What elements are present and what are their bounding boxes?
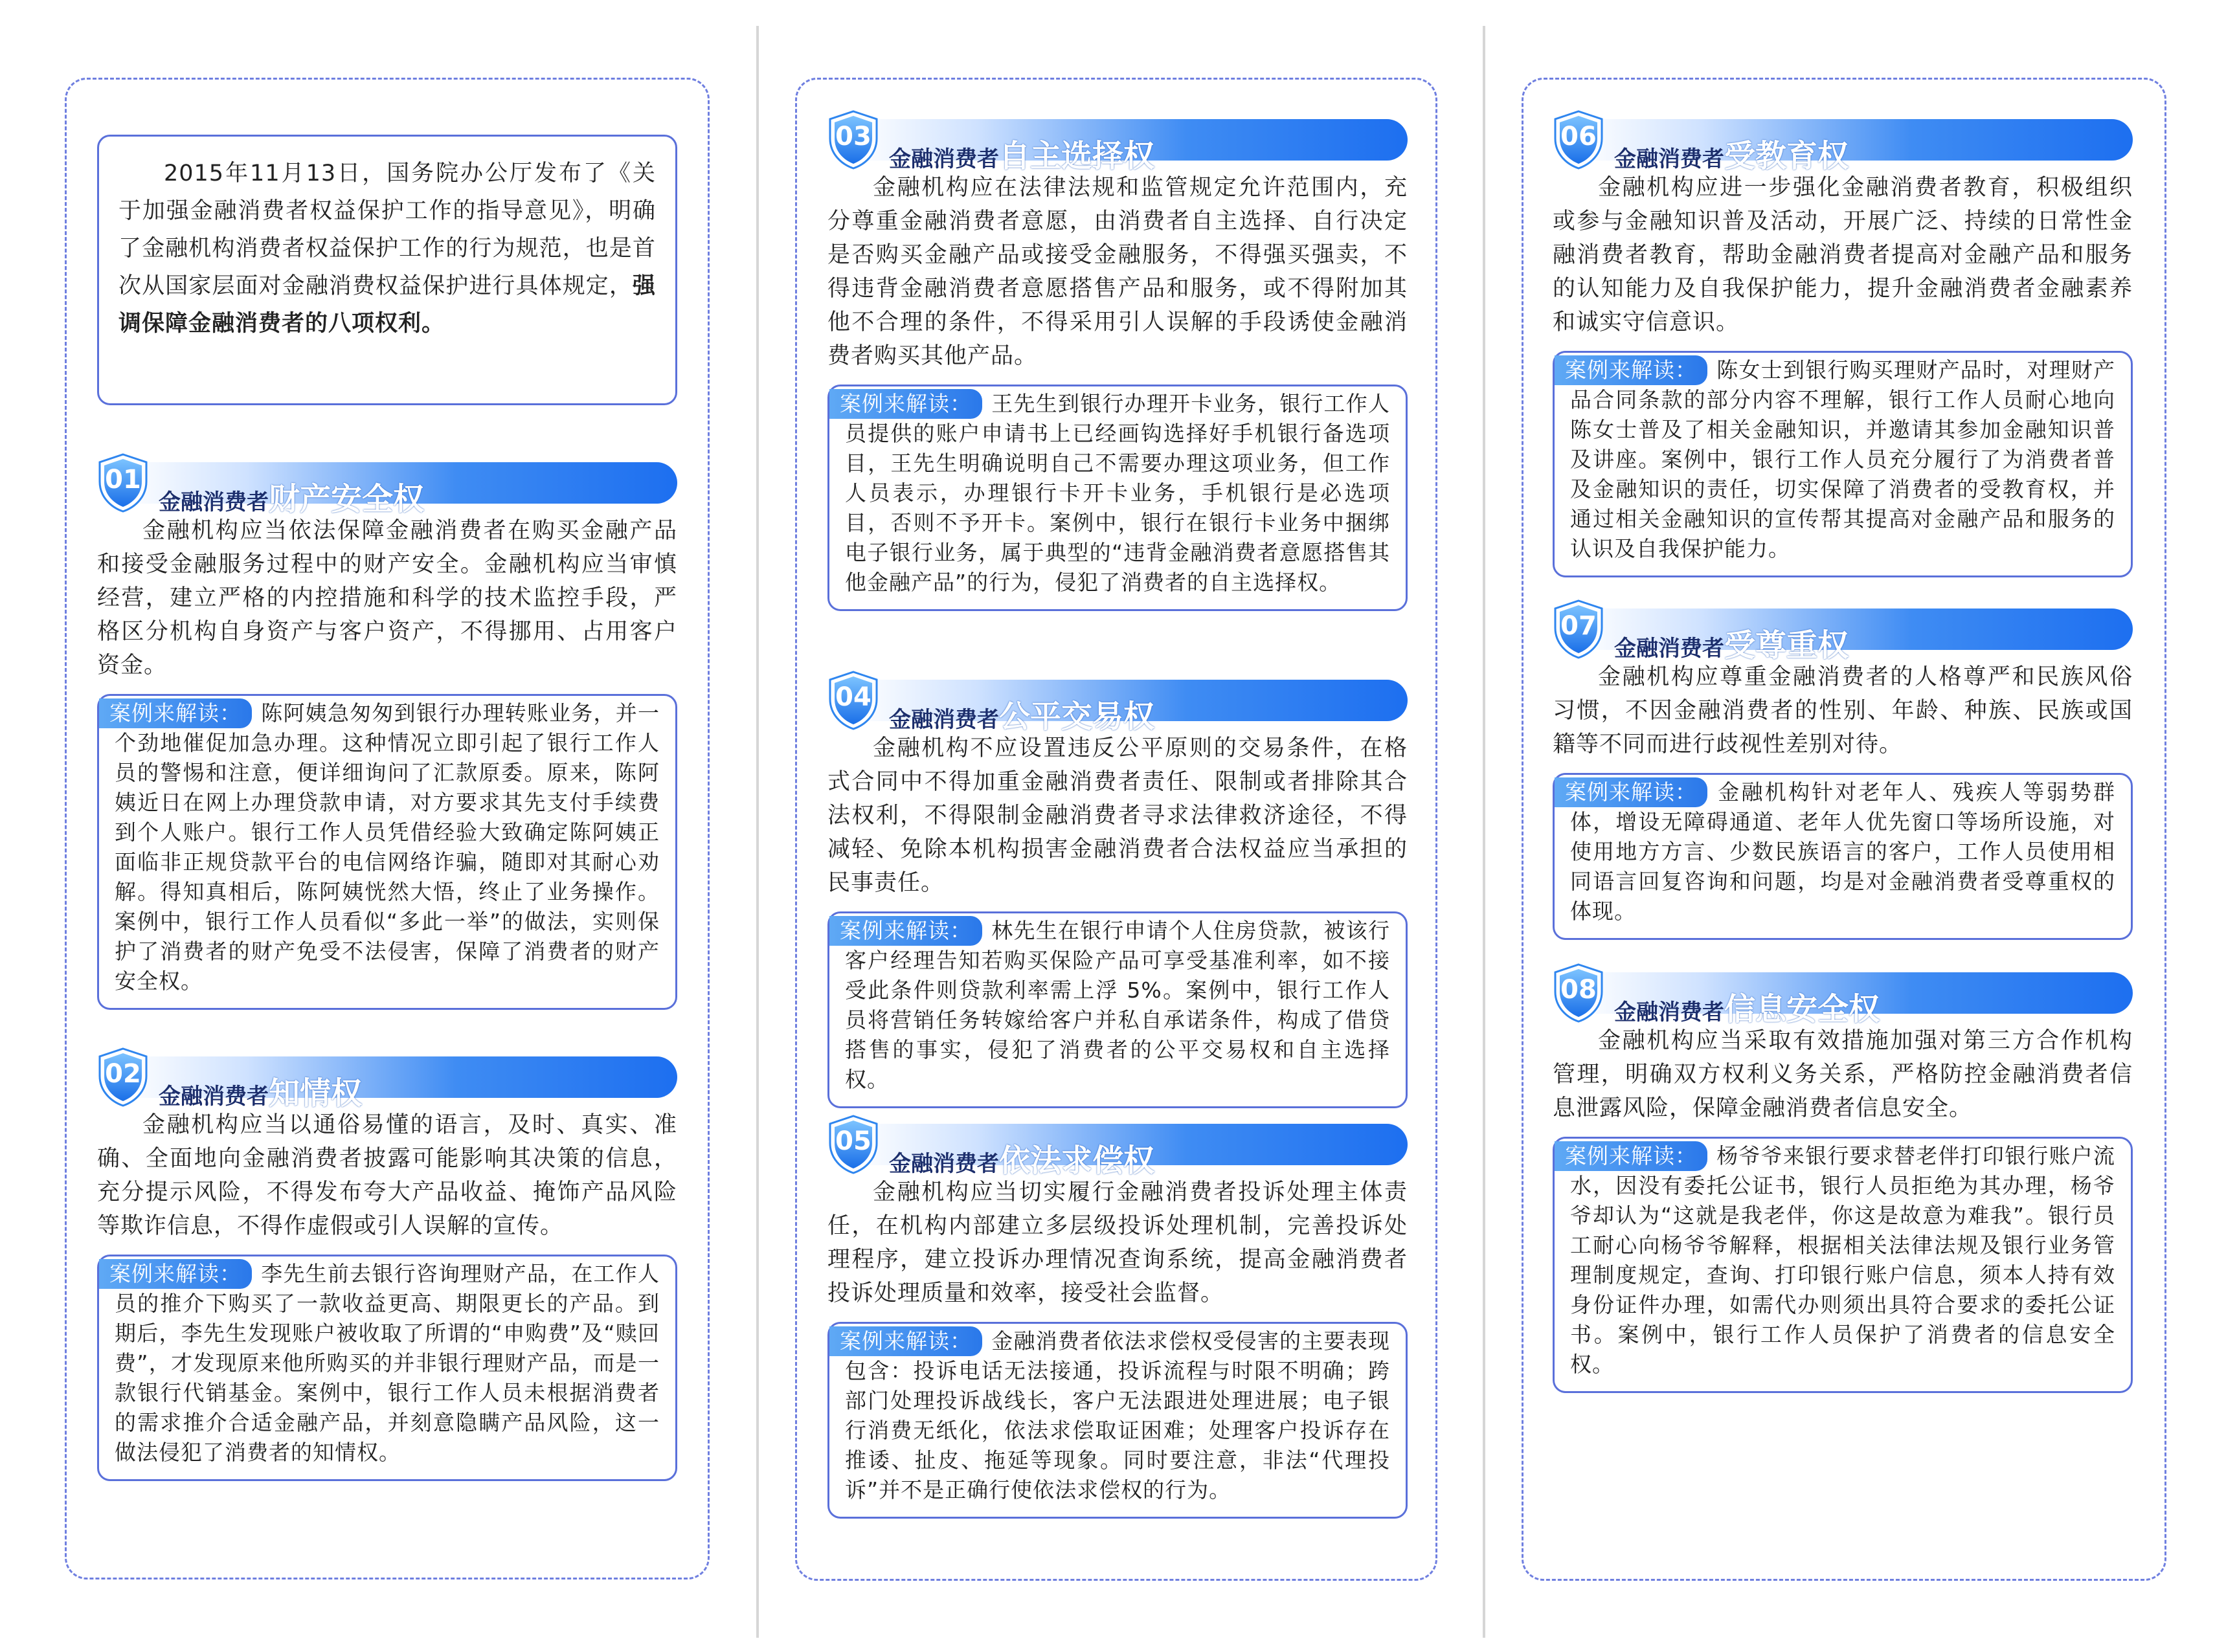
intro-bold-text: 强调保障金融消费者的八项权利。 [118,273,656,337]
shield-icon [827,110,879,170]
case-label: 案例来解读： [829,1326,982,1356]
title-main: 依法求偿权 [999,1143,1155,1179]
section-header [97,1047,677,1111]
section-number: 08 [1560,975,1597,1005]
section-number: 01 [105,465,141,495]
section-number: 03 [835,122,871,151]
section-number: 05 [835,1126,871,1156]
title-main: 财产安全权 [269,481,425,517]
case-text: 王先生到银行办理开卡业务，银行工作人员提供的账户申请书上已经画钩选择好手机银行备选项目，王先生明确说明自己不需要办理这项业务，但工作人员表示，办理银行卡开卡业务，手机银行是必选项目，否则不予开卡。案例中，银行在银行卡业务中捆绑电子银行业务，属于典型的“违背金融消费者意愿搭售其他金融产品”的行为，侵犯了消费者的自主选择权。 [845,391,1390,595]
case-text: 林先生在银行申请个人住房贷款，被该行客户经理告知若购买保险产品可享受基准利率，如不接受此条件则贷款利率需上浮 5%。案例中，银行工作人员将营销任务转嫁给客户并私自承诺条件，构成了借贷搭售的事实，侵犯了消费者的公平交易权和自主选择权。 [845,918,1390,1092]
section-number: 07 [1560,611,1597,641]
intro-text: 2015年11月13日，国务院办公厅发布了《关于加强金融消费者权益保护工作的指导意见》，明确了金融机构消费者权益保护工作的行为规范，也是首次从国家层面对金融消费权益保护进行具体规定， [118,161,656,299]
section-08 [1553,963,2133,1393]
case-label: 案例来解读： [1555,777,1707,807]
fold-line-2 [1483,26,1485,1638]
case-box [97,1255,677,1481]
section-body: 金融机构应当切实履行金融消费者投诉处理主体责任，在机构内部建立多层级投诉处理机制，完善投诉处理程序，建立投诉办理情况查询系统，提高金融消费者投诉处理质量和效率，接受社会监督。 [827,1179,1408,1306]
case-label: 案例来解读： [99,698,252,728]
section-number: 06 [1560,122,1597,151]
case-box [1553,1137,2133,1393]
case-text: 金融机构针对老年人、残疾人等弱势群体，增设无障碍通道、老年人优先窗口等场所设施，对使用地方方言、少数民族语言的客户，工作人员使用相同语言回复咨询和问题，均是对金融消费者受尊重权的体现。 [1570,779,2115,924]
title-main: 信息安全权 [1724,991,1880,1027]
title-main: 受尊重权 [1724,627,1849,664]
case-label: 案例来解读： [829,389,982,419]
shield-icon [1553,110,1604,170]
intro-box [97,135,677,405]
case-box [827,911,1408,1108]
case-text: 金融消费者依法求偿权受侵害的主要表现包含：投诉电话无法接通，投诉流程与时限不明确；跨部门处理投诉战线长，客户无法跟进处理进展；电子银行消费无纸化，依法求偿取证困难；处理客户投诉存在推诿、扯皮、拖延等现象。同时要注意，非法“代理投诉”并不是正确行使依法求偿权的行为。 [845,1328,1390,1502]
section-title [1614,984,1880,1029]
section-number: 02 [105,1059,141,1089]
case-label: 案例来解读： [1555,355,1707,385]
section-body: 金融机构应在法律法规和监管规定允许范围内，充分尊重金融消费者意愿，由消费者自主选择、自行决定是否购买金融产品或接受金融服务，不得强买强卖，不得违背金融消费者意愿搭售产品和服务，或不得附加其他不合理的条件，不得采用引人误解的手段诱使金融消费者购买其他产品。 [827,175,1408,369]
case-label: 案例来解读： [1555,1141,1707,1171]
shield-icon [97,453,149,513]
title-prefix: 金融消费者 [1614,636,1724,662]
section-06 [1553,110,2133,577]
section-body: 金融机构应当以通俗易懂的语言，及时、真实、准确、全面地向金融消费者披露可能影响其决策的信息，充分提示风险，不得发布夸大产品收益、掩饰产品风险等欺诈信息，不得作虚假或引人误解的宣传。 [97,1112,677,1239]
title-main: 公平交易权 [999,698,1155,735]
section-header [827,1115,1408,1179]
shield-icon [827,1115,879,1174]
case-box [1553,773,2133,940]
section-body: 金融机构应进一步强化金融消费者教育，积极组织或参与金融知识普及活动，开展广泛、持续的日常性金融消费者教育，帮助金融消费者提高对金融产品和服务的认知能力及自我保护能力，提升金融消费者金融素养和诚实守信意识。 [1553,175,2133,335]
shield-icon [827,671,879,730]
case-label: 案例来解读： [99,1259,252,1289]
section-title [889,1135,1154,1180]
fold-line-1 [756,26,759,1638]
section-title [159,1068,362,1113]
title-prefix: 金融消费者 [1614,146,1724,172]
title-main: 知情权 [269,1075,363,1111]
section-04 [827,671,1408,1108]
section-header [1553,963,2133,1027]
section-title [159,474,424,519]
section-body: 金融机构应尊重金融消费者的人格尊严和民族风俗习惯，不因金融消费者的性别、年龄、种族、民族或国籍等不同而进行歧视性差别对待。 [1553,664,2133,757]
case-label: 案例来解读： [829,916,982,946]
title-prefix: 金融消费者 [1614,999,1724,1025]
shield-icon [97,1047,149,1107]
title-prefix: 金融消费者 [889,707,999,733]
section-title [889,131,1154,175]
section-07 [1553,599,2133,940]
section-header [827,110,1408,174]
shield-icon [1553,599,1604,659]
case-box [97,694,677,1010]
case-box [827,1322,1408,1519]
case-box [1553,351,2133,577]
case-box [827,385,1408,611]
section-03 [827,110,1408,611]
section-body: 金融机构不应设置违反公平原则的交易条件，在格式合同中不得加重金融消费者责任、限制或者排除其合法权利，不得限制金融消费者寻求法律救济途径，不得减轻、免除本机构损害金融消费者合法权益应当承担的民事责任。 [827,735,1408,896]
title-prefix: 金融消费者 [889,1151,999,1177]
section-body: 金融机构应当采取有效措施加强对第三方合作机构管理，明确双方权利义务关系，严格防控金融消费者信息泄露风险，保障金融消费者信息安全。 [1553,1028,2133,1121]
title-prefix: 金融消费者 [159,489,269,515]
section-02 [97,1047,677,1481]
title-main: 受教育权 [1724,138,1849,174]
case-text: 杨爷爷来银行要求替老伴打印银行账户流水，因没有委托公证书，银行人员拒绝为其办理，杨爷爷却认为“这就是我老伴，你这是故意为难我”。银行员工耐心向杨爷爷解释，根据相关法律法规及银行业务管理制度规定，查询、打印银行账户信息，须本人持有效身份证件办理，如需代办则须出具符合要求的委托公证书。案例中，银行工作人员保护了消费者的信息安全权。 [1570,1143,2115,1377]
section-header [1553,110,2133,174]
case-text: 陈阿姨急匆匆到银行办理转账业务，并一个劲地催促加急办理。这种情况立即引起了银行工作人员的警惕和注意，便详细询问了汇款原委。原来，陈阿姨近日在网上办理贷款申请，对方要求其先支付手续费到个人账户。银行工作人员凭借经验大致确定陈阿姨正面临非正规贷款平台的电信网络诈骗，随即对其耐心劝解。得知真相后，陈阿姨恍然大悟，终止了业务操作。案例中，银行工作人员看似“多此一举”的做法，实则保护了消费者的财产免受不法侵害，保障了消费者的财产安全权。 [115,700,660,994]
section-title [889,691,1154,736]
section-header [827,671,1408,735]
section-number: 04 [835,682,871,712]
shield-icon [1553,963,1604,1023]
title-prefix: 金融消费者 [889,146,999,172]
section-01 [97,453,677,1010]
case-text: 陈女士到银行购买理财产品时，对理财产品合同条款的部分内容不理解，银行工作人员耐心地向陈女士普及了相关金融知识，并邀请其参加金融知识普及讲座。案例中，银行工作人员充分履行了为消费者普及金融知识的责任，切实保障了消费者的受教育权，并通过相关金融知识的宣传帮其提高对金融产品和服务的认识及自我保护能力。 [1570,357,2115,561]
section-header [97,453,677,517]
case-text: 李先生前去银行咨询理财产品，在工作人员的推介下购买了一款收益更高、期限更长的产品。到期后，李先生发现账户被收取了所谓的“申购费”及“赎回费”，才发现原来他所购买的并非银行理财产品，而是一款银行代销基金。案例中，银行工作人员未根据消费者的需求推介合适金融产品，并刻意隐瞒产品风险，这一做法侵犯了消费者的知情权。 [115,1261,660,1465]
section-header [1553,599,2133,664]
section-body: 金融机构应当依法保障金融消费者在购买金融产品和接受金融服务过程中的财产安全。金融机构应当审慎经营，建立严格的内控措施和科学的技术监控手段，严格区分机构自身资产与客户资产，不得挪用、占用客户资金。 [97,518,677,678]
section-title [1614,620,1849,665]
section-title [1614,131,1849,175]
title-main: 自主选择权 [999,138,1155,174]
section-05 [827,1115,1408,1519]
title-prefix: 金融消费者 [159,1084,269,1110]
